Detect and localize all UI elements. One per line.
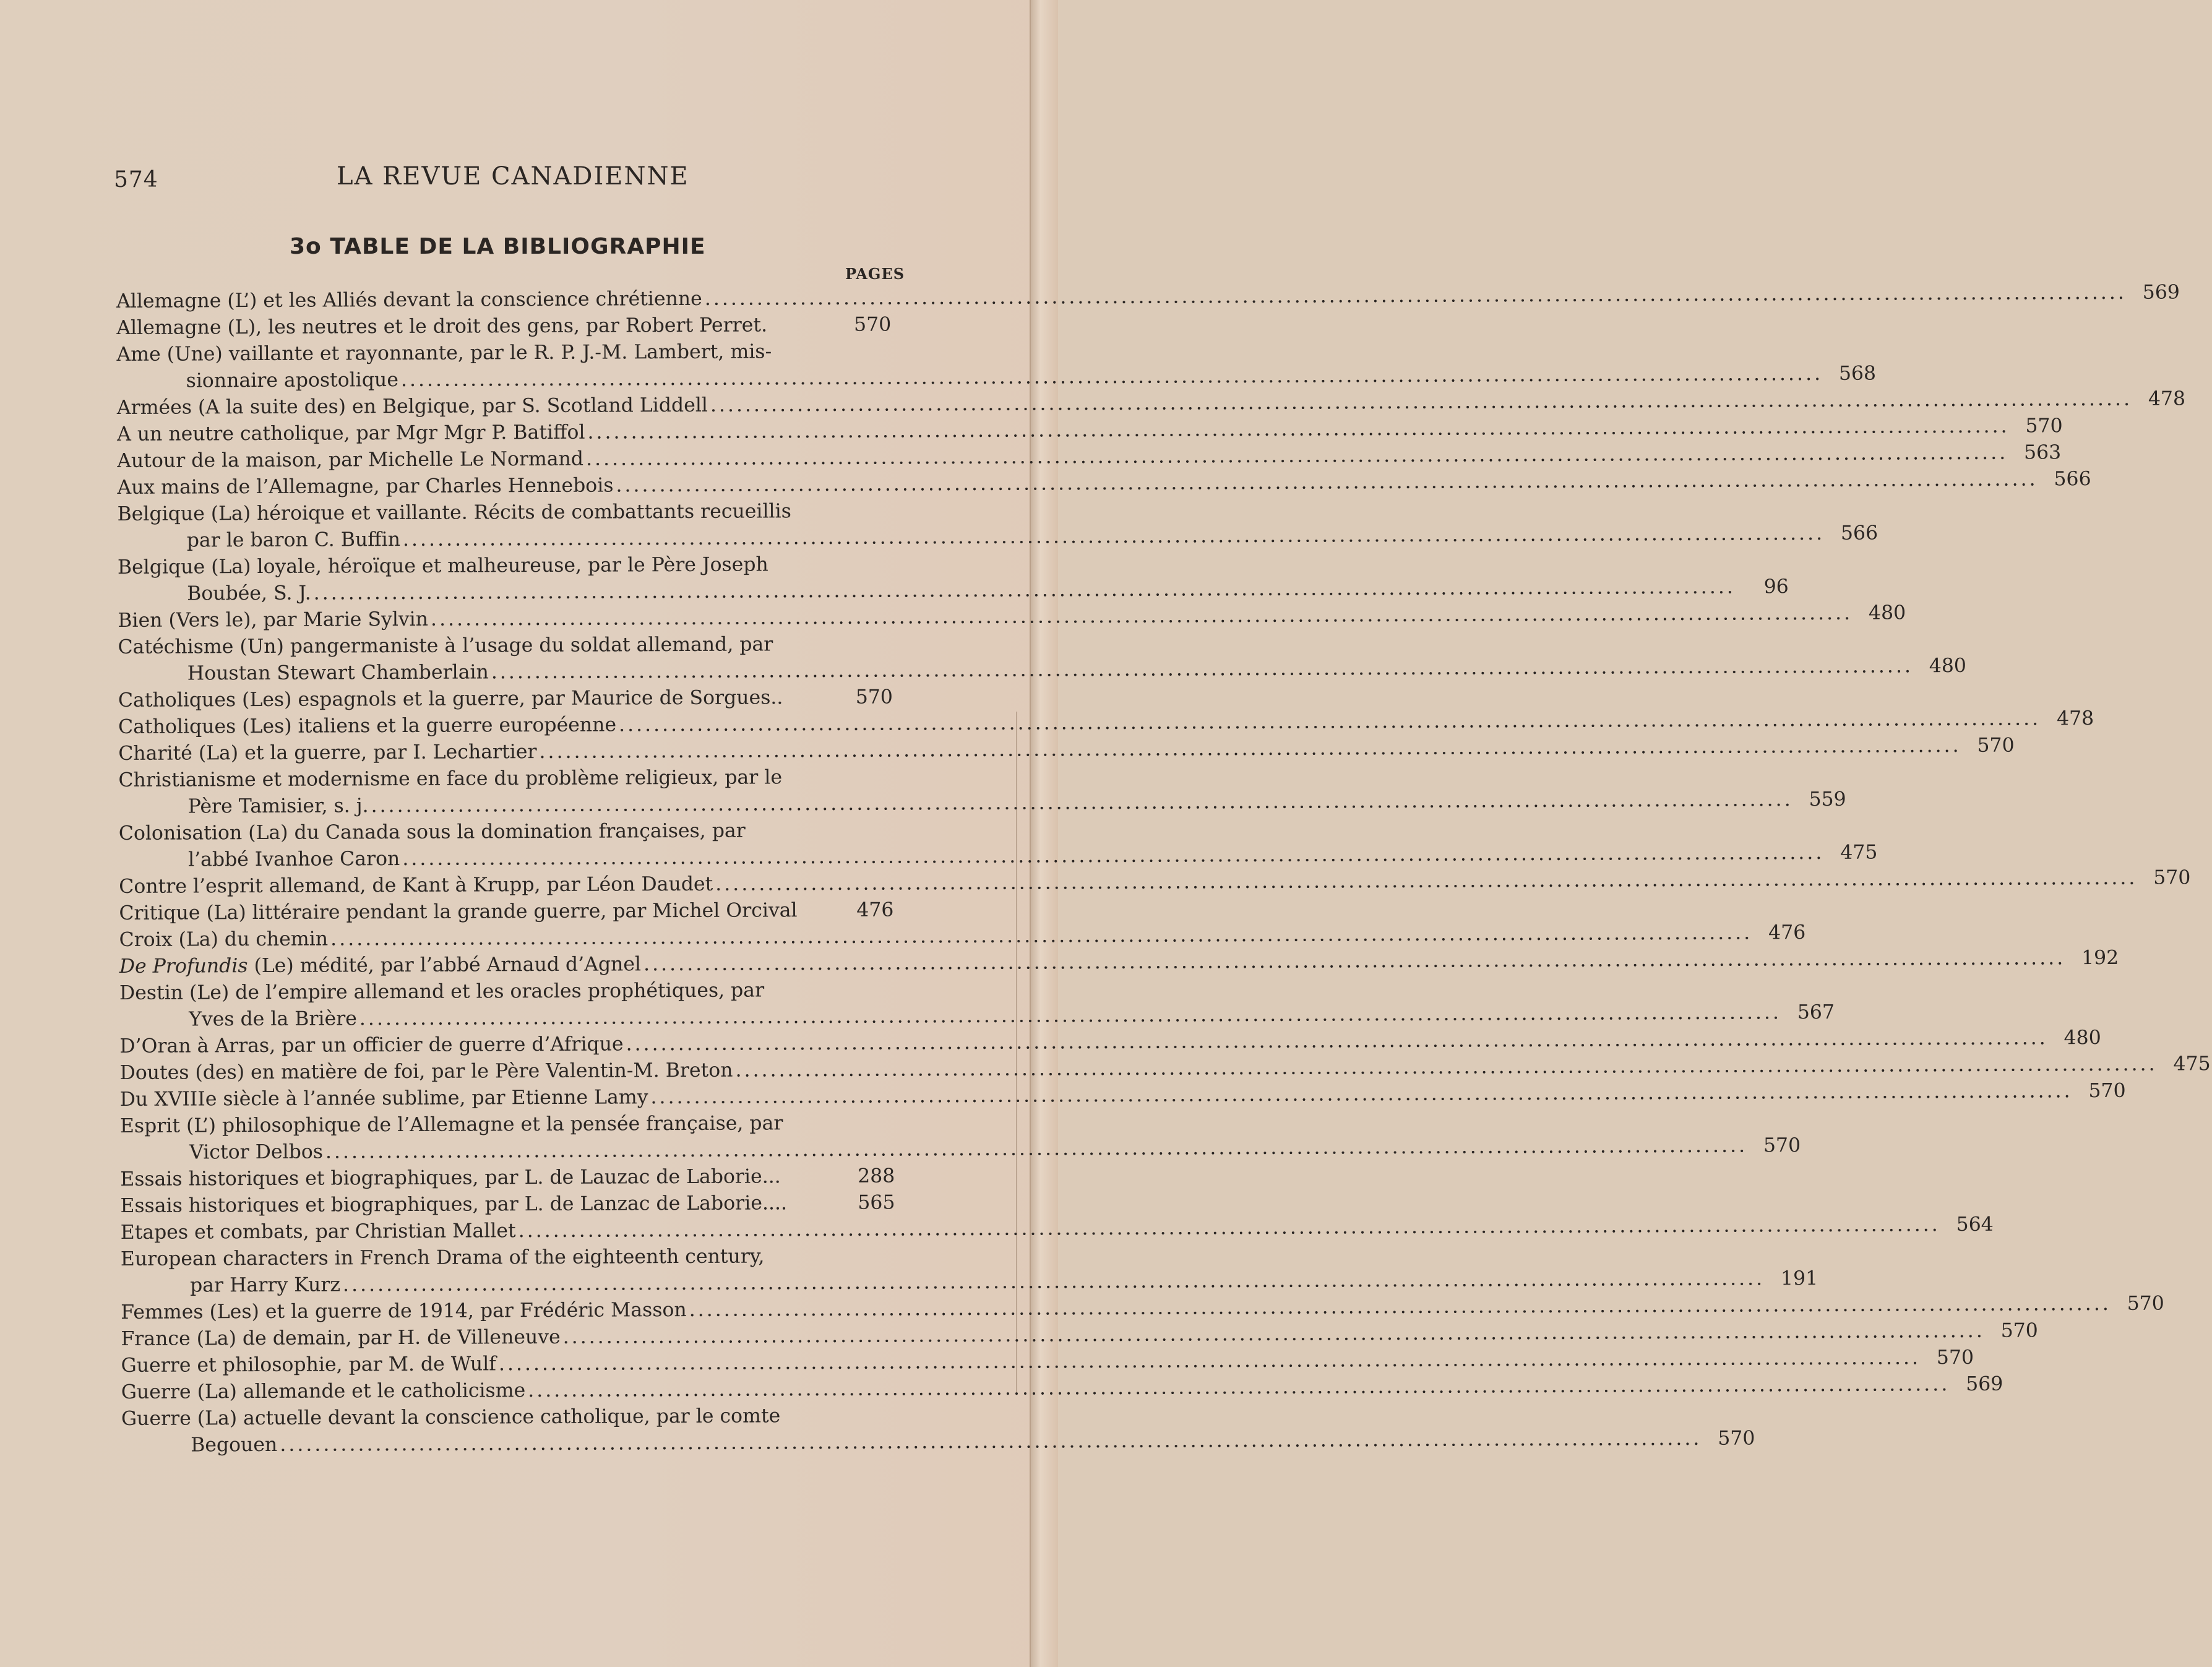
entry-page-number: 569 xyxy=(1966,1372,2003,1395)
entry-text: Croix (La) du chemin xyxy=(119,928,329,951)
entry-page-number: 478 xyxy=(2148,387,2186,410)
index-entry xyxy=(121,1403,1755,1459)
index-entry xyxy=(118,734,2015,767)
entry-text: Begouen xyxy=(191,1433,278,1457)
index-entry xyxy=(121,1346,1974,1379)
entry-text: Du XVIIIe siècle à l’année sublime, par Etienne Lamy xyxy=(119,1086,648,1111)
index-entry xyxy=(119,1027,2101,1060)
entry-text: Colonisation (La) du Canada sous la domination françaises, par xyxy=(118,819,746,845)
index-entry xyxy=(118,601,1906,634)
index-entry xyxy=(120,1243,1818,1299)
entry-page-number: 480 xyxy=(2064,1027,2101,1049)
index-entry xyxy=(118,707,2094,741)
entry-text: Allemagne (L’) et les Alliés devant la conscience chrétienne xyxy=(116,287,702,312)
index-entry xyxy=(118,631,1967,687)
index-entry xyxy=(116,281,2180,315)
index-entry xyxy=(116,415,2063,448)
entry-text: Bien (Vers le), par Marie Sylvin xyxy=(118,608,429,632)
entry-page-number: 570 xyxy=(854,313,892,336)
entry-page-number: 476 xyxy=(1768,921,1806,944)
entry-page-number: 568 xyxy=(1838,362,1877,385)
dot-leader xyxy=(323,1133,1747,1166)
entry-page-number: 570 xyxy=(855,686,893,709)
entry-page-number: 570 xyxy=(2127,1292,2164,1315)
entry-page-number: 478 xyxy=(2056,707,2094,730)
entry-text: Esprit (L’) philosophique de l’Allemagne et la pensée française, par xyxy=(119,1112,783,1137)
entry-text: Guerre (La) actuelle devant la conscience catholique, par le comte xyxy=(121,1405,781,1430)
index-entry xyxy=(116,338,1877,395)
index-entry xyxy=(120,1190,895,1220)
entry-title-line xyxy=(119,897,840,927)
entry-page-number: 475 xyxy=(1840,841,1878,864)
journal-title: LA REVUE CANADIENNE xyxy=(337,162,689,191)
entry-page-number: 570 xyxy=(2153,866,2191,889)
entry-text: Ame (Une) vaillante et rayonnante, par le R. P. J.-M. Lambert, mis- xyxy=(116,340,772,366)
bibliography-index xyxy=(116,281,2211,1459)
entry-page-number: 566 xyxy=(2054,468,2091,491)
index-entry xyxy=(118,764,1846,821)
index-entry xyxy=(121,1372,2003,1406)
dot-leader xyxy=(489,653,1913,686)
entry-page-number: 570 xyxy=(1936,1346,1974,1369)
entry-page-number: 570 xyxy=(2025,415,2063,437)
index-entry xyxy=(117,441,2062,475)
dot-leader xyxy=(702,280,2127,312)
entry-text: Christianisme et modernisme en face du problème religieux, par le xyxy=(118,766,783,791)
entry-page-number: 570 xyxy=(1718,1427,1755,1450)
entry-title-line xyxy=(116,312,838,342)
index-entry xyxy=(119,977,1835,1033)
entry-page-number: 192 xyxy=(2081,946,2119,970)
index-entry xyxy=(119,921,1806,954)
index-entry xyxy=(119,946,2119,980)
entry-text: Guerre (La) allemande et le catholicisme xyxy=(121,1379,526,1403)
entry-page-number: 566 xyxy=(1840,522,1878,545)
index-entry xyxy=(117,498,1878,554)
entry-text: Allemagne (L), les neutres et le droit des gens, par Robert Perret. xyxy=(116,314,768,339)
entry-text: Catholiques (Les) italiens et la guerre européenne xyxy=(118,713,617,738)
entry-text: Victor Delbos xyxy=(189,1140,324,1164)
entry-page-number: 570 xyxy=(2088,1079,2126,1103)
entry-page-number: 191 xyxy=(1780,1267,1818,1290)
entry-page-number: 570 xyxy=(1763,1134,1801,1157)
pages-column-heading: PAGES xyxy=(845,265,905,283)
entry-text: Aux mains de l’Allemagne, par Charles Hennebois xyxy=(117,474,614,499)
entry-page-number: 569 xyxy=(2142,281,2180,304)
entry-text: Doutes (des) en matière de foi, par le Père Valentin-M. Breton xyxy=(119,1059,733,1084)
index-entry xyxy=(121,1319,2038,1353)
index-entry xyxy=(119,1110,1801,1166)
entry-text: Belgique (La) loyale, héroïque et malheureuse, par le Père Joseph xyxy=(117,553,768,579)
dot-leader xyxy=(648,1078,2072,1111)
entry-page-number: 565 xyxy=(858,1191,895,1214)
entry-text: Père Tamisier, s. j. xyxy=(187,795,369,818)
index-entry xyxy=(119,866,2191,900)
entry-text: Catholiques (Les) espagnols et la guerre, par Maurice de Sorgues.. xyxy=(118,686,783,712)
entry-text: Femmes (Les) et la guerre de 1914, par Frédéric Masson xyxy=(121,1298,687,1324)
entry-text: Destin (Le) de l’empire allemand et les oracles prophétiques, par xyxy=(119,979,765,1004)
entry-text: France (La) de demain, par H. de Villeneuve xyxy=(121,1325,561,1350)
entry-text: Houstan Stewart Chamberlain xyxy=(187,661,489,685)
entry-page-number: 475 xyxy=(2173,1053,2211,1075)
dot-leader xyxy=(641,945,2065,978)
entry-text: Guerre et philosophie, par M. de Wulf xyxy=(121,1353,496,1377)
entry-title-line xyxy=(120,1163,841,1193)
entry-text: A un neutre catholique, par Mgr Mgr P. Batiffol xyxy=(116,421,585,446)
entry-page-number: 559 xyxy=(1809,788,1846,811)
dot-leader xyxy=(713,865,2137,898)
page-number: 574 xyxy=(114,167,158,192)
entry-title-line xyxy=(116,280,2127,315)
entry-page-number: 96 xyxy=(1763,575,1789,598)
index-entry xyxy=(119,1053,2211,1087)
entry-text: Yves de la Brière xyxy=(189,1007,357,1031)
entry-text: Belgique (La) héroique et vaillante. Récits de combattants recueillis xyxy=(117,500,791,525)
index-entry xyxy=(118,684,893,714)
section-title: 3o TABLE DE LA BIBLIOGRAPHIE xyxy=(290,234,706,259)
index-entry xyxy=(117,551,1789,608)
entry-text: Charité (La) et la guerre, par I. Lechartier xyxy=(118,741,537,765)
entry-text: par le baron C. Buffin xyxy=(186,528,401,552)
entry-page-number: 570 xyxy=(2000,1319,2038,1342)
entry-text: Catéchisme (Un) pangermaniste à l’usage du soldat allemand, par xyxy=(118,633,773,658)
index-entry xyxy=(119,897,893,927)
index-entry xyxy=(118,817,1878,874)
entry-text: Boubée, S. J. xyxy=(187,582,311,605)
index-entry xyxy=(116,312,891,342)
entry-text: Etapes et combats, par Christian Mallet xyxy=(120,1220,516,1244)
index-entry xyxy=(120,1213,1994,1246)
entry-page-number: 563 xyxy=(2023,441,2062,464)
entry-text: Critique (La) littéraire pendant la grande guerre, par Michel Orcival xyxy=(119,899,798,924)
running-head xyxy=(114,162,695,199)
entry-page-number: 564 xyxy=(1956,1213,1994,1236)
entry-text: par Harry Kurz xyxy=(189,1273,341,1297)
entry-page-number: 476 xyxy=(856,898,894,921)
index-entry xyxy=(121,1292,2164,1326)
entry-page-number: 570 xyxy=(1977,734,2015,757)
entry-page-number: 480 xyxy=(1868,601,1906,624)
entry-title-line xyxy=(120,1190,841,1220)
dot-leader xyxy=(277,1426,1702,1458)
entry-text: European characters in French Drama of the eighteenth century, xyxy=(120,1245,765,1270)
entry-text: Essais historiques et biographiques, par L. de Lauzac de Laborie... xyxy=(120,1165,781,1191)
entry-title-line xyxy=(118,684,840,714)
index-entry xyxy=(119,1079,2126,1113)
entry-text: Armées (A la suite des) en Belgique, par S. Scotland Liddell xyxy=(116,394,708,419)
index-entry xyxy=(120,1163,895,1193)
entry-page-number: 567 xyxy=(1797,1001,1835,1024)
entry-text: De Profundis (Le) médité, par l’abbé Arnaud d’Agnel xyxy=(119,953,642,978)
entry-page-number: 288 xyxy=(858,1165,895,1187)
dot-leader xyxy=(525,1371,1950,1404)
entry-text: Contre l’esprit allemand, de Kant à Krupp, par Léon Daudet xyxy=(119,872,713,898)
entry-text: l’abbé Ivanhoe Caron xyxy=(187,848,400,871)
index-entry xyxy=(116,387,2186,421)
entry-text: Essais historiques et biographiques, par L. de Lanzac de Laborie.... xyxy=(120,1192,788,1217)
entry-text: sionnaire apostolique xyxy=(186,369,399,392)
entry-text: Autour de la maison, par Michelle Le Normand xyxy=(117,447,584,472)
entry-text: D’Oran à Arras, par un officier de guerre d’Afrique xyxy=(119,1033,624,1057)
entry-page-number: 480 xyxy=(1929,654,1967,678)
index-entry xyxy=(117,468,2091,501)
